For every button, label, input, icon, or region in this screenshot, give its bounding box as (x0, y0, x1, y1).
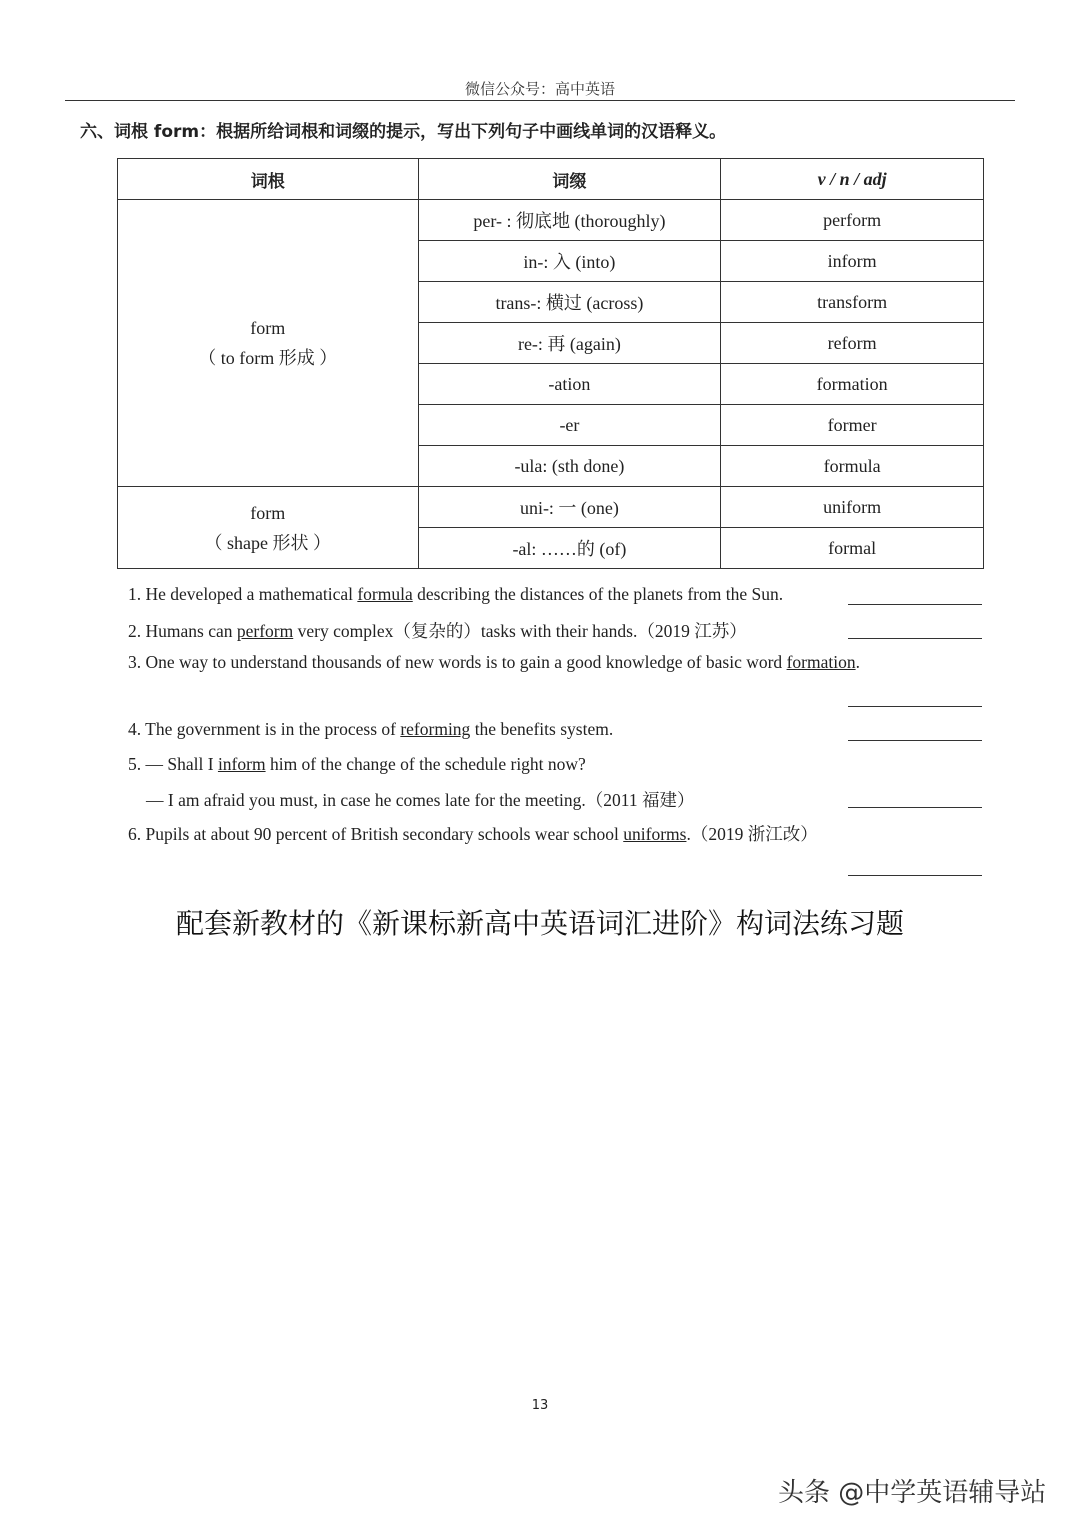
question-5a (128, 754, 586, 775)
q-text: the benefits system. (470, 719, 614, 739)
underlined-word: uniforms (623, 824, 687, 844)
q-text: him of the change of the schedule right now? (265, 754, 586, 774)
word-cell: perform (721, 200, 984, 241)
word-cell: uniform (721, 487, 984, 528)
q-text: very complex（复杂的）tasks with their hands.（2019 江苏） (293, 621, 747, 641)
page-header: 微信公众号：高中英语 (464, 80, 615, 98)
page-number: 13 (531, 1398, 549, 1413)
word-cell: inform (721, 241, 984, 282)
question-4 (128, 719, 613, 740)
table-row (118, 487, 984, 528)
question-6 (128, 821, 818, 846)
q-text: 3. One way to understand thousands of new words is to gain a good knowledge of basic word (128, 652, 787, 672)
answer-blank-4[interactable] (848, 740, 982, 741)
affix-cell: uni-: 一 (one) (418, 487, 721, 528)
q-text: 2. Humans can (128, 621, 237, 641)
header-pos: v / n / adj (721, 159, 984, 200)
question-3 (128, 652, 860, 673)
word-formation-table (117, 158, 984, 569)
root-word: form (250, 502, 286, 523)
question-1 (128, 584, 783, 605)
affix-cell: -ation (418, 364, 721, 405)
header-rule (65, 100, 1015, 101)
affix-cell: in-: 入 (into) (418, 241, 721, 282)
root-cell-form-2 (118, 487, 419, 569)
q-text: 1. He developed a mathematical (128, 584, 358, 604)
answer-blank-3[interactable] (848, 706, 982, 707)
q-text: 6. Pupils at about 90 percent of British secondary schools wear school (128, 824, 624, 844)
header-affix: 词缀 (418, 159, 721, 200)
affix-cell: per- : 彻底地 (thoroughly) (418, 200, 721, 241)
word-cell: reform (721, 323, 984, 364)
affix-cell: -al: ……的 (of) (418, 528, 721, 569)
underlined-word: reforming (400, 719, 471, 739)
word-cell: formation (721, 364, 984, 405)
root-cell-form-1 (118, 200, 419, 487)
word-cell: formal (721, 528, 984, 569)
word-cell: formula (721, 446, 984, 487)
root-word: form (250, 318, 286, 338)
section-title: 六、词根 form：根据所给词根和词缀的提示，写出下列句子中画线单词的汉语释义。 (80, 122, 727, 142)
affix-cell: trans-: 横过 (across) (418, 282, 721, 323)
watermark: 头条 @中学英语辅导站 (778, 1478, 1047, 1508)
header-root: 词根 (118, 159, 419, 200)
table-header-row (118, 159, 984, 200)
root-gloss: （ shape 形状 ） (204, 532, 332, 553)
answer-blank-6[interactable] (848, 875, 982, 876)
q-text: describing the distances of the planets from the Sun. (412, 584, 784, 604)
affix-cell: -er (418, 405, 721, 446)
underlined-word: formula (357, 584, 413, 604)
q-text: .（2019 浙江改） (686, 824, 818, 844)
root-gloss: （ to form 形成 ） (198, 348, 338, 368)
q-text: 4. The government is in the process of (128, 719, 401, 739)
q-text: 5. — Shall I (128, 754, 218, 774)
word-cell: transform (721, 282, 984, 323)
underlined-word: perform (236, 621, 294, 641)
caption: 配套新教材的《新课标新高中英语词汇进阶》构词法练习题 (175, 907, 904, 940)
underlined-word: formation (786, 652, 856, 672)
underlined-word: inform (217, 754, 266, 774)
question-5b: — I am afraid you must, in case he comes late for the meeting.（2011 福建） (146, 790, 695, 810)
question-2 (128, 618, 747, 643)
q-text: . (855, 652, 860, 672)
word-cell: former (721, 405, 984, 446)
affix-cell: -ula: (sth done) (418, 446, 721, 487)
answer-blank-2[interactable] (848, 638, 982, 639)
answer-blank-1[interactable] (848, 604, 982, 605)
table-row (118, 200, 984, 241)
answer-blank-5[interactable] (848, 807, 982, 808)
affix-cell: re-: 再 (again) (418, 323, 721, 364)
